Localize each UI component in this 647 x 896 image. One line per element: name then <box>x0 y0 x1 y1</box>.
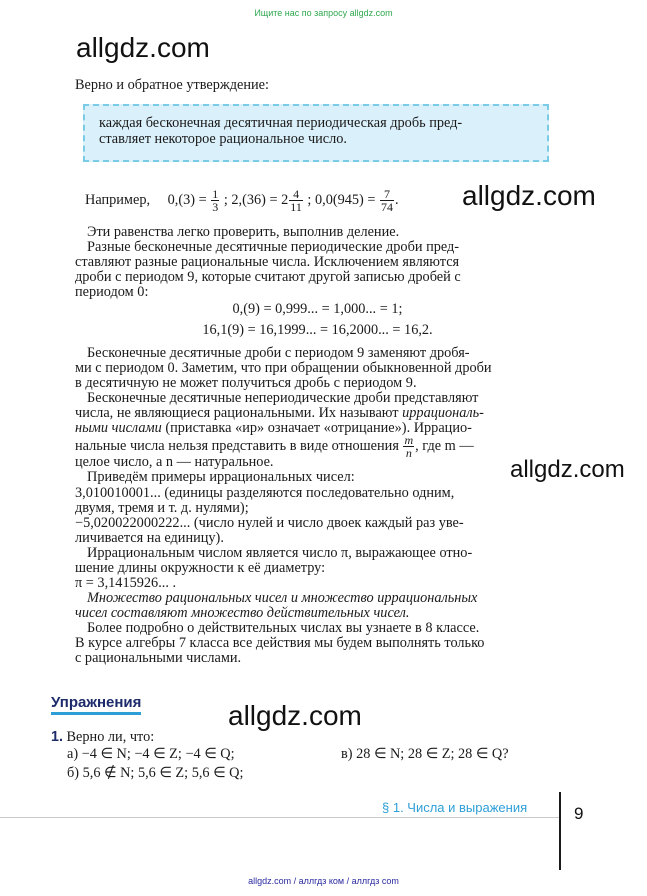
rule-line: каждая бесконечная десятичная периодическая дробь пред- <box>99 115 463 131</box>
paragraph-line: числа, не являющиеся рациональными. Их называют иррациональ- <box>75 405 484 421</box>
paragraph-line: π = 3,1415926... . <box>75 575 177 591</box>
paragraph-line: Бесконечные десятичные дроби с периодом 9 заменяют дробя- <box>87 345 470 361</box>
paragraph-line: Иррациональным числом является число π, выражающее отно- <box>87 545 473 561</box>
equation: 16,1(9) = 16,1999... = 16,2000... = 16,2. <box>202 322 433 338</box>
bottom-banner: allgdz.com / аллгдз ком / аллгдз com <box>248 876 399 886</box>
page-number: 9 <box>574 804 584 823</box>
paragraph-line: личивается на единицу). <box>75 530 224 546</box>
definition-italic: чисел составляют множество действительных чисел. <box>75 605 410 621</box>
example-expr: ; 0,0(945) = <box>307 191 376 208</box>
rule-line: ставляет некоторое рациональное число. <box>99 131 347 147</box>
top-banner: Ищите нас по запросу allgdz.com <box>254 8 393 18</box>
paragraph-line: дроби с периодом 9, которые считают другой записью дробей с <box>75 269 461 285</box>
example-expr: ; 2,(36) = 2 <box>223 191 289 208</box>
paragraph-line: 3,010010001... (единицы разделяются последовательно одним, <box>75 485 455 501</box>
task-item-a: а) −4 ∈ N; −4 ∈ Z; −4 ∈ Q; <box>67 746 235 762</box>
paragraph-line: ставляют разные рациональные числа. Исключением являются <box>75 254 460 270</box>
equation: 0,(9) = 0,999... = 1,000... = 1; <box>232 301 403 317</box>
paragraph-line: с рациональными числами. <box>75 650 242 666</box>
watermark: allgdz.com <box>76 32 210 63</box>
rule-box <box>83 104 549 162</box>
example-expr: 0,(3) = <box>167 191 207 208</box>
exercises-heading: Упражнения <box>51 694 141 715</box>
paragraph-line: Приведём примеры иррациональных чисел: <box>87 469 355 485</box>
task-number: 1. <box>51 729 63 745</box>
term-italic: иррациональ- <box>402 405 484 421</box>
watermark: allgdz.com <box>462 180 596 211</box>
paragraph-line: В курсе алгебры 7 класса все действия мы будем выполнять только <box>75 635 485 651</box>
task-item-v: в) 28 ∈ N; 28 ∈ Z; 28 ∈ Q? <box>341 746 509 762</box>
task-item-b: б) 5,6 ∉ N; 5,6 ∈ Z; 5,6 ∈ Q; <box>67 765 244 781</box>
watermark: allgdz.com <box>510 456 625 483</box>
paragraph-line: шение длины окружности к её диаметру: <box>75 560 326 576</box>
example-label: Например, <box>85 191 151 208</box>
footer-divider <box>0 817 560 818</box>
paragraph-line: Разные бесконечные десятичные периодические дроби пред- <box>87 239 460 255</box>
fraction: $\frac{4}{11}$ <box>290 187 302 214</box>
fraction: $\frac{m}{n}$ <box>404 433 414 460</box>
paragraph-line: нальные числа нельзя представить в виде отношения $\frac{m}{n}$ , где m — <box>75 433 474 460</box>
footer-vertical-divider <box>559 792 561 870</box>
term-italic: ными числами <box>75 420 162 436</box>
paragraph-line: целое число, а n — натуральное. <box>75 454 274 470</box>
paragraph-line: Эти равенства легко проверить, выполнив деление. <box>87 224 400 240</box>
paragraph-line: в десятичную не может получиться дробь с периодом 9. <box>75 375 417 391</box>
paragraph-line: Бесконечные десятичные непериодические дроби представляют <box>87 390 479 406</box>
task-question: 1. Верно ли, что: <box>51 729 155 745</box>
paragraph-line: Более подробно о действительных числах вы узнаете в 8 классе. <box>87 620 480 636</box>
footer-section-title: § 1. Числа и выражения <box>382 800 528 815</box>
fraction: $\frac{7}{74}$ <box>381 187 394 214</box>
watermark: allgdz.com <box>228 700 362 731</box>
definition-italic: Множество рациональных чисел и множество иррациональных <box>87 590 478 606</box>
paragraph-line: двумя, тремя и т. д. нулями); <box>75 500 249 516</box>
intro-text: Верно и обратное утверждение: <box>75 77 269 93</box>
paragraph-line: периодом 0: <box>75 284 149 300</box>
paragraph-line: ми с периодом 0. Заметим, что при обращении обыкновенной дроби <box>75 360 492 376</box>
paragraph-line: ными числами (приставка «ир» означает «отрицание»). Иррацио- <box>75 420 472 436</box>
paragraph-line: −5,020022000222... (число нулей и число двоек каждый раз уве- <box>75 515 464 531</box>
example-line: Например, 0,(3) = $\frac{1}{3}$ ; 2,(36) = 2 $\frac{4}{11}$ ; 0,0(945) = $\frac{7}{74}$ . <box>85 187 399 214</box>
fraction: $\frac{1}{3}$ <box>212 187 219 214</box>
